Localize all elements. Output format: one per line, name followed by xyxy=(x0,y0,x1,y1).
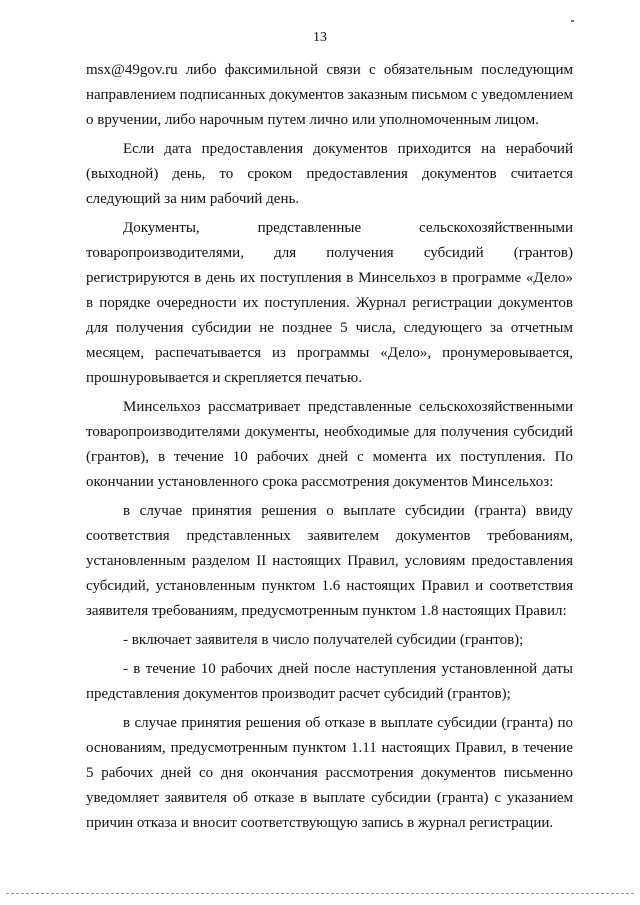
page-number: 13 xyxy=(313,30,327,45)
paragraph-registration: Документы, представленные сельскохозяйственными товаропроизводителями, для получения субсидий (грантов) регистрируются в день их поступления в Минсельхоз в программе «Дело» в порядке очередности их поступления. Журнал регистрации документов для получения субсидии не позднее 5 числа, следующего за отчетным месяцем, распечатывается из программы «Дело», пронумеровывается, прошнуровывается и скрепляется печатью. xyxy=(86,220,573,386)
document-body xyxy=(86,58,573,840)
bottom-divider xyxy=(6,893,634,895)
paragraph-non-working-day: Если дата предоставления документов приходится на нерабочий (выходной) день, то сроком предоставления документов считается следующий за ним рабочий день. xyxy=(86,141,573,207)
paragraph-review: Минсельхоз рассматривает представленные сельскохозяйственными товаропроизводителями документы, необходимые для получения субсидий (грантов), в течение 10 рабочих дней с момента их поступления. По окончании установленного срока рассмотрения документов Минсельхоз: xyxy=(86,399,573,490)
paragraph-refusal-case: в случае принятия решения об отказе в выплате субсидии (гранта) по основаниям, предусмотренным пунктом 1.11 настоящих Правил, в течение 5 рабочих дней со дня окончания рассмотрения документов письменно уведомляет заявителя об отказе в выплате субсидии (гранта) с указанием причин отказа и вносит соответствующую запись в журнал регистрации. xyxy=(86,715,573,831)
paragraph-approval-case: в случае принятия решения о выплате субсидии (гранта) ввиду соответствия представленных заявителем документов требованиям, установленным разделом II настоящих Правил, условиям предоставления субсидий, установленным пунктом 1.6 настоящих Правил и соответствия заявителя требованиям, предусмотренным пунктом 1.8 настоящих Правил: xyxy=(86,503,573,619)
scan-mark xyxy=(571,20,574,22)
list-item-include-recipient: - включает заявителя в число получателей субсидии (грантов); xyxy=(123,632,524,648)
paragraph-submission-methods: msx@49gov.ru либо факсимильной связи с обязательным последующим направлением подписанных документов заказным письмом с уведомлением о вручении, либо нарочным путем лично или уполномоченным лицом. xyxy=(86,62,573,128)
list-item-calculation: - в течение 10 рабочих дней после наступления установленной даты представления документов производит расчет субсидий (грантов); xyxy=(86,661,573,702)
